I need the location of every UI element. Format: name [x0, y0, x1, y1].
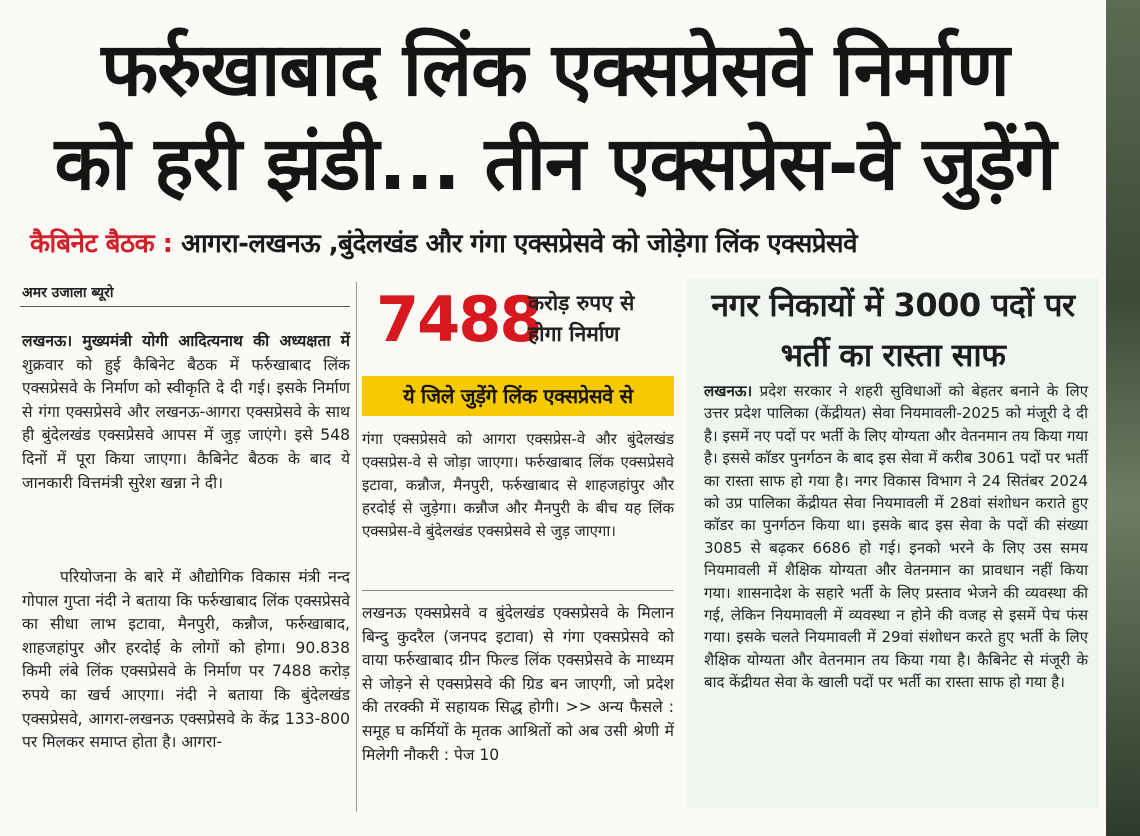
cost-amount: 7488: [376, 283, 541, 356]
subheadline-kicker: कैबिनेट बैठक :: [30, 229, 173, 259]
main-story-para-2: परियोजना के बारे में औद्योगिक विकास मंत्री नन्द गोपाल गुप्ता नंदी ने बताया कि फर्रुखाबाद लिंक एक्सप्रेसवे का सीधा लाभ इटावा, मैनपुरी, कन्नौज, फर्रुखाबाद, शाहजहांपुर और हरदोई के लोगों को होगा। 90.838 किमी लंबे लिंक एक्सप्रेसवे के निर्माण पर 7488 करोड़ रुपये का खर्च आएगा। नंदी ने बताया कि बुंदेलखंड एक्सप्रेसवे, आगरा-लखनऊ एक्सप्रेसवे के केंद्र 133-800 पर मिलकर समाप्त होता है। आगरा-: [22, 568, 350, 752]
main-story-lead: लखनऊ। मुख्यमंत्री योगी आदित्यनाथ की अध्यक्षता में: [22, 332, 350, 350]
byline: अमर उजाला ब्यूरो: [22, 285, 114, 301]
side-story-title: नगर निकायों में 3000 पदों पर भर्ती का रास्ता साफ: [711, 286, 1075, 374]
headline-line-2: को हरी झंडी... तीन एक्सप्रेस-वे जुड़ेंगे: [54, 121, 1056, 207]
subheadline-text: आगरा-लखनऊ ,बुंदेलखंड और गंगा एक्सप्रेसवे को जोड़ेगा लिंक एक्सप्रेसवे: [172, 229, 858, 259]
cost-label-line-2: होगा निर्माण: [528, 322, 620, 346]
districts-rule: [362, 590, 674, 591]
districts-text: गंगा एक्सप्रेसवे को आगरा एक्सप्रेस-वे और बुंदेलखंड एक्सप्रेस-वे से जोड़ा जाएगा। फर्रुखाबाद लिंक एक्सप्रेसवे इटावा, कन्नौज, मैनपुरी, फर्रुखाबाद से शाहजहांपुर और हरदोई से जुड़ेगा। कन्नौज और मैनपुरी के बीच यह लिंक एक्सप्रेस-वे बुंदेलखंड एक्सप्रेसवे से जुड़ जाएगा।: [362, 430, 674, 540]
side-story-lead: लखनऊ।: [704, 382, 753, 400]
headline-line-1: फर्रुखाबाद लिंक एक्सप्रेसवे निर्माण: [101, 27, 1009, 113]
continuation-text: लखनऊ एक्सप्रेसवे व बुंदेलखंड एक्सप्रेसवे के मिलान बिन्दु कुदरैल (जनपद इटावा) से गंगा एक्सप्रेसवे को वाया फर्रुखाबाद ग्रीन फिल्ड लिंक एक्सप्रेसवे के माध्यम से जोड़ने से एक्सप्रेसवे की ग्रिड बन जाएगी, जो प्रदेश की तरक्की में सहायक सिद्ध होगी। >> अन्य फैसले : समूह घ कर्मियों के मृतक आश्रितों को अब उसी श्रेणी में मिलेगी नौकरी : पेज 10: [362, 604, 674, 764]
adjacent-photo-strip: [1106, 0, 1140, 836]
main-story-para-1-text: शुक्रवार को हुई कैबिनेट बैठक में फर्रुखाबाद लिंक एक्सप्रेसवे के निर्माण को स्वीकृति दे दी गई। इसके निर्माण से गंगा एक्सप्रेसवे और लखनऊ-आगरा एक्सप्रेसवे के साथ ही बुंदेलखंड एक्सप्रेसवे आपस में जुड़ जाएंगे। इसे 548 दिनों में पूरा किया जाएगा। कैबिनेट बैठक के बाद ये जानकारी वित्तमंत्री सुरेश खन्ना ने दी।: [22, 355, 350, 492]
column-divider-1: [356, 282, 357, 812]
subheadline: [30, 224, 1100, 264]
side-story-text: [704, 380, 1088, 694]
byline-rule: [20, 306, 350, 307]
cost-label: [528, 288, 634, 350]
cost-label-line-1: करोड़ रुपए से: [528, 291, 635, 315]
main-story-para-1: [22, 330, 350, 495]
side-story-body: प्रदेश सरकार ने शहरी सुविधाओं को बेहतर बनाने के लिए उत्तर प्रदेश पालिका (केंद्रीयत) सेवा नियमावली-2025 को मंजूरी दे दी है। इसमें नए पदों पर भर्ती के लिए योग्यता और वेतनमान तय किया गया है। इससे काॅडर पुनर्गठन के बाद इस सेवा में करीब 3061 पदों पर भर्ती का रास्ता साफ हो गया है। नगर विकास विभाग ने 24 सितंबर 2024 को उप्र पालिका केंद्रीयत सेवा नियमावली में 28वां संशोधन कराते हुए काॅडर का पुनर्गठन किया था। इसके बाद इस सेवा के पदों की संख्या 3085 से बढ़कर 6686 हो गई। इनको भरने के लिए उस समय नियमावली में शैक्षिक योग्यता और वेतनमान का प्रावधान नहीं किया गया। शासनादेश के सहारे भर्ती के लिए प्रस्ताव भेजने की व्यवस्था की गई, लेकिन नियमावली में व्यवस्था न होने की वजह से इसमें पेच फंस गया। इसके चलते नियमावली में 29वां संशोधन करते हुए भर्ती के लिए शैक्षिक योग्यता और वेतनमान तय किया गया है। कैबिनेट से मंजूरी के बाद केंद्रीयत सेवा के खाली पदों पर भर्ती का रास्ता साफ हो गया है।: [704, 382, 1088, 692]
districts-heading: ये जिले जुड़ेंगे लिंक एक्सप्रेसवे से: [362, 376, 674, 416]
